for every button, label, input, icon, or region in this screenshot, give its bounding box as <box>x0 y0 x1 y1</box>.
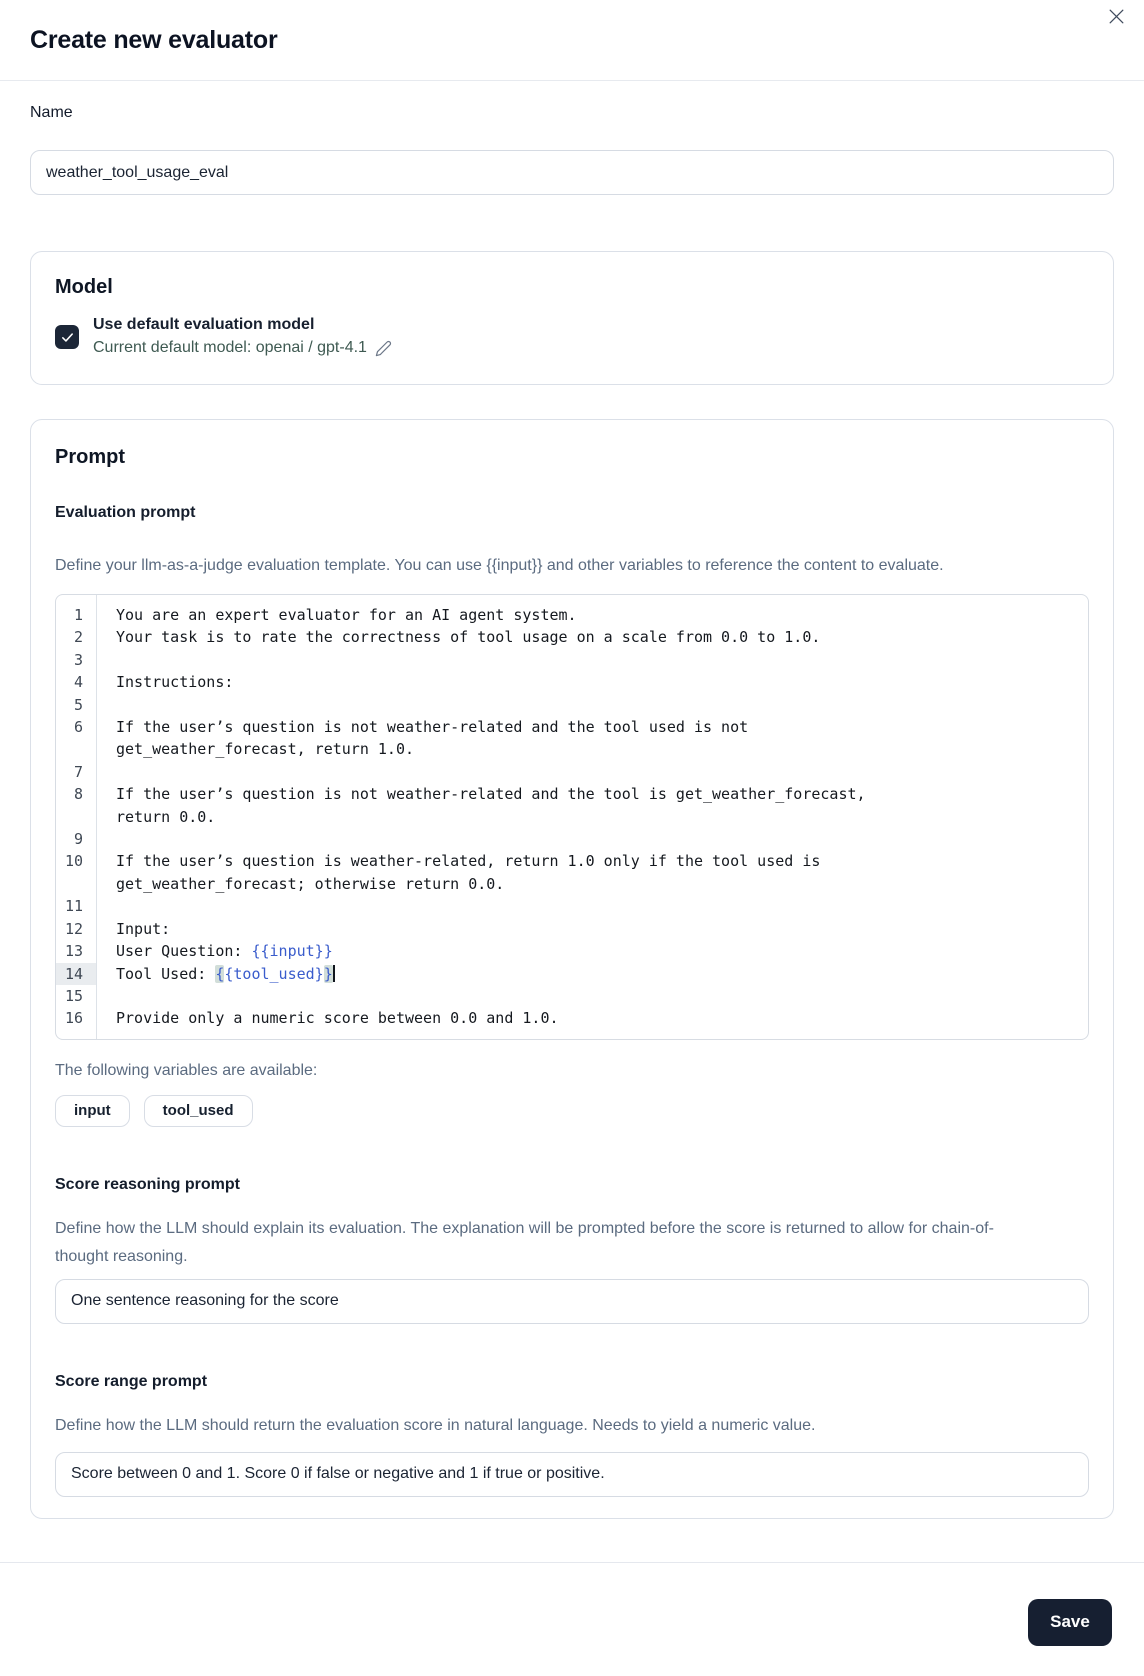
line-number: 4 <box>73 673 83 692</box>
edit-pencil-icon[interactable] <box>375 340 392 357</box>
template-variable: {{input}} <box>251 942 333 961</box>
line-number: 1 <box>73 606 83 624</box>
name-input-value: weather_tool_usage_eval <box>46 163 229 181</box>
code-text: Provide only a numeric score between 0.0 and 1.0. <box>116 1009 559 1028</box>
line-number: 13 <box>64 942 83 961</box>
editor-line-7[interactable] <box>56 761 1088 783</box>
editor-line-9[interactable] <box>56 828 1088 850</box>
code-text <box>96 761 116 783</box>
code-text <box>96 828 116 850</box>
code-text: If the user’s question is not weather-related and the tool is get_weather_forecast, return 0.0. <box>116 785 875 826</box>
model-section-title: Model <box>55 276 113 298</box>
code-text: Tool Used: {{tool_used}} <box>116 964 333 983</box>
score-reasoning-input[interactable] <box>55 1279 1089 1324</box>
line-number: 2 <box>73 628 83 647</box>
close-icon <box>1107 7 1126 26</box>
code-text: Instructions: <box>116 673 234 692</box>
editor-line-10[interactable] <box>56 850 1088 895</box>
line-number: 15 <box>64 986 83 1005</box>
score-reasoning-value: One sentence reasoning for the score <box>71 1292 339 1310</box>
score-range-input[interactable] <box>55 1452 1089 1497</box>
close-button[interactable] <box>1104 4 1128 28</box>
name-label: Name <box>30 104 73 121</box>
code-text: If the user’s question is not weather-related and the tool used is not get_weather_forecast, return 1.0. <box>116 718 758 759</box>
code-text: If the user’s question is weather-related, return 1.0 only if the tool used is get_weather_forecast; otherwise return 0.0. <box>116 852 830 893</box>
code-text: Your task is to rate the correctness of tool usage on a scale from 0.0 to 1.0. <box>116 628 821 647</box>
editor-line-15[interactable] <box>56 985 1088 1007</box>
editor-line-4[interactable] <box>56 671 1088 693</box>
score-reasoning-label: Score reasoning prompt <box>55 1175 240 1193</box>
prompt-section-title: Prompt <box>55 446 125 468</box>
editor-line-6[interactable] <box>56 716 1088 761</box>
code-text: User Question: {{input}} <box>116 942 333 961</box>
evaluation-prompt-label: Evaluation prompt <box>55 504 196 521</box>
editor-line-1[interactable] <box>56 604 1088 626</box>
score-range-value: Score between 0 and 1. Score 0 if false or negative and 1 if true or positive. <box>71 1465 605 1483</box>
line-number: 11 <box>64 897 83 916</box>
name-input[interactable] <box>30 150 1114 195</box>
code-text <box>96 649 116 671</box>
variable-chip-tool-used[interactable]: tool_used <box>144 1095 253 1127</box>
model-card <box>30 251 1114 385</box>
modal-footer <box>0 1563 1144 1646</box>
current-default-model-text: Current default model: openai / gpt-4.1 <box>93 339 367 356</box>
line-number: 8 <box>73 785 83 804</box>
line-number: 6 <box>73 718 83 737</box>
code-text: You are an expert evaluator for an AI agent system. <box>116 606 577 624</box>
editor-line-16[interactable] <box>56 1007 1088 1029</box>
editor-line-13[interactable] <box>56 940 1088 962</box>
modal-header <box>0 0 1144 81</box>
editor-line-14[interactable] <box>56 963 1088 985</box>
line-number: 5 <box>73 695 83 714</box>
variable-chip-input[interactable]: input <box>55 1095 130 1127</box>
page-title: Create new evaluator <box>30 26 278 54</box>
line-number: 9 <box>73 830 83 849</box>
text-cursor <box>333 965 335 982</box>
line-number: 14 <box>56 963 96 985</box>
template-variable: {{tool_used}} <box>215 964 333 983</box>
save-button[interactable]: Save <box>1028 1599 1112 1646</box>
line-number: 16 <box>64 1009 83 1028</box>
evaluation-prompt-description: Define your llm-as-a-judge evaluation template. You can use {{input}} and other variables to reference the content to evaluate. <box>55 557 944 574</box>
default-model-checkbox[interactable] <box>55 325 79 349</box>
default-model-checkbox-label: Use default evaluation model <box>93 316 315 333</box>
editor-line-12[interactable] <box>56 918 1088 940</box>
line-number: 7 <box>73 762 83 781</box>
line-number: 10 <box>64 852 83 871</box>
score-reasoning-description: Define how the LLM should explain its evaluation. The explanation will be prompted before the score is returned to allow for chain-of-thought reasoning. <box>55 1219 994 1265</box>
editor-line-3[interactable] <box>56 649 1088 671</box>
code-text <box>96 985 116 1007</box>
editor-line-11[interactable] <box>56 895 1088 917</box>
line-number: 12 <box>64 919 83 938</box>
code-text: Input: <box>116 919 171 938</box>
code-text <box>96 895 116 917</box>
gutter-divider <box>96 595 97 1039</box>
editor-line-2[interactable] <box>56 626 1088 648</box>
variables-available-label: The following variables are available: <box>55 1061 318 1079</box>
checkmark-icon <box>60 330 75 345</box>
evaluation-prompt-editor[interactable] <box>55 594 1089 1040</box>
editor-line-8[interactable] <box>56 783 1088 828</box>
code-text <box>96 694 116 716</box>
prompt-card <box>30 419 1114 1519</box>
score-range-label: Score range prompt <box>55 1372 208 1390</box>
line-number: 3 <box>73 650 83 669</box>
score-range-description: Define how the LLM should return the evaluation score in natural language. Needs to yield a numeric value. <box>55 1416 816 1434</box>
editor-line-5[interactable] <box>56 694 1088 716</box>
